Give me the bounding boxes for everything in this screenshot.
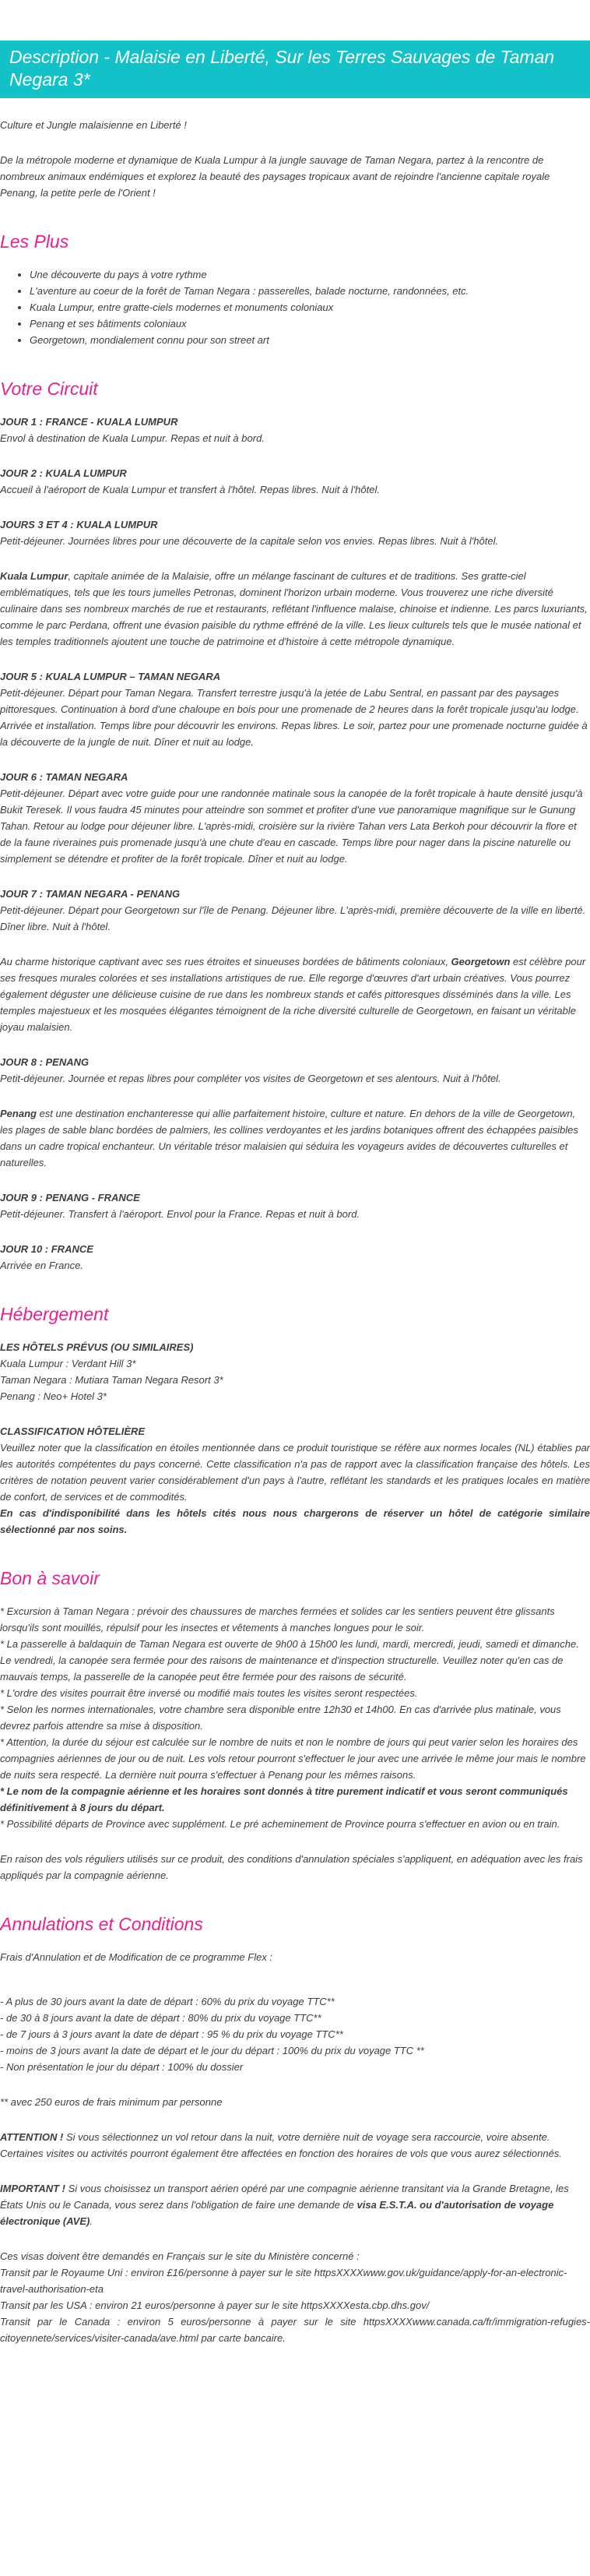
info-line: * La passerelle à baldaquin de Taman Negara est ouverte de 9h00 à 15h00 les lundi, mardi, mercredi, jeudi, samedi et dimanche. Le vendredi, la canopée sera fermée pour des raisons de maintenance et d'inspection structurelle. Veuillez noter qu'en cas de mauvais temps, la passerelle de la canopée peut être fermée pour des raisons de sécurité. [0,1638,579,1683]
day-text: Arrivée en France. [0,1260,83,1271]
day-text: Petit-déjeuner. Départ pour Taman Negara. Transfert terrestre jusqu'à la jetée de Labu Sentral, en passant par des paysages pittoresques. Continuation à bord d'une chaloupe en bois pour une promenade de 2 heures dans la forêt tropicale jusqu'au lodge. Arrivée et installation. Temps libre pour découvrir les environs. Repas libres. Le soir, partez pour une promenade nocturne guidée à la découverte de la jungle de nuit. Dîner et nuit au lodge. [0,687,588,748]
plus-item: • Georgetown, mondialement connu pour son street art [30,332,590,348]
kuala-lumpur-text: , capitale animée de la Malaisie, offre un mélange fascinant de cultures et de traditions. Ses gratte-ciel emblématiques, tels que les tours jumelles Petronas, dominent l'horizon urbain moderne. Vous trouverez une riche diversité culinaire dans ses nombreux marchés de rue et restaurants, reflétant l'influence malaise, chinoise et indienne. Les parcs luxuriants, comme le parc Perdana, offrent une évasion paisible du rythme effréné de la ville. Les lieux culturels tels que le musée national et les temples traditionnels ajoutent une touche de patrimoine et d'histoire à cette métropole dynamique. [0,570,588,647]
info-line: * Selon les normes internationales, votre chambre sera disponible entre 12h30 et 14h00. En cas d'arrivée plus matinale, vous devrez parfois attendre sa mise à disposition. [0,1704,561,1732]
day-text: Petit-déjeuner. Départ avec votre guide pour une randonnée matinale sous la canopée de la forêt tropicale à haute densité jusqu'à Bukit Teresek. Il vous faudra 45 minutes pour atteindre son sommet et profiter d'une vue panoramique magnifique sur le Gunung Tahan. Retour au lodge pour déjeuner libre. L'après-midi, croisière sur la rivière Tahan vers Lata Berkoh pour découvrir la flore et de la faune riveraines puis promenade jusqu'à une chute d'eau en cascade. Temps libre pour nager dans la piscine naturelle ou simplement se détendre et profiter de la forêt tropicale. Dîner et nuit au lodge. [0,788,583,865]
day-title: JOUR 5 : KUALA LUMPUR – TAMAN NEGARA [0,671,221,682]
visa-us: Transit par les USA : environ 21 euros/personne à payer sur le site httpsXXXXesta.cbp.dhs.gov/ [0,2299,430,2311]
page-title: Description - Malaisie en Liberté, Sur les Terres Sauvages de Taman Negara 3* [0,41,590,98]
classification-note: En cas d'indisponibilité dans les hôtels cités nous nous chargerons de réserver un hôtel de catégorie similaire sélectionné par nos soins. [0,1507,590,1535]
day-title: JOUR 6 : TAMAN NEGARA [0,771,128,783]
important-visa: visa E.S.T.A. ou d'autorisation de voyage électronique (AVE) [0,2199,554,2227]
important-text: Si vous choisissez un transport aérien opéré par une compagnie aérienne transitant via la Grande Bretagne, les États Unis ou le Canada, vous serez dans l'obligation de faire une demande de [0,2183,569,2211]
annulation-rule: - Non présentation le jour du départ : 100% du dossier [0,2061,244,2073]
georgetown-post: est célèbre pour ses fresques murales colorées et ses installations artistiques de rue. Elle regorge d'œuvres d'art urbain créatives. Vous pourrez également déguster une délicieuse cuisine de rue dans les nombreux stands et cafés pittoresques disséminés dans la ville. Les temples majestueux et les mosquées élégantes témoignent de la riche diversité culturelle de Georgetown, en faisant un véritable joyau malaisien. [0,956,586,1033]
annulation-rule: - moins de 3 jours avant la date de départ et le jour du départ : 100% du prix du voyage TTC ** [0,2045,424,2056]
day-text: Accueil à l'aéroport de Kuala Lumpur et transfert à l'hôtel. Repas libres. Nuit à l'hôtel. [0,484,380,495]
classification-title: CLASSIFICATION HÔTELIÈRE [0,1425,146,1437]
page [0,41,590,2346]
bon-a-savoir-heading: Bon à savoir [0,1568,100,1588]
annulation-rule: - A plus de 30 jours avant la date de départ : 60% du prix du voyage TTC** [0,1996,335,2007]
spacer [0,1965,590,1975]
plus-list [0,266,590,348]
day-text: Petit-déjeuner. Journées libres pour une découverte de la capitale selon vos envies. Repas libres. Nuit à l'hôtel. [0,535,499,547]
day-title: JOUR 9 : PENANG - FRANCE [0,1192,140,1203]
important-note [0,2180,590,2229]
intro-text: De la métropole moderne et dynamique de Kuala Lumpur à la jungle sauvage de Taman Negara, partez à la rencontre de nombreux animaux endémiques et explorez la beauté des paysages tropicaux avant de rejoindre l'ancienne capitale royale Penang, la petite perle de l'Orient ! [0,154,550,199]
day-title: JOUR 7 : TAMAN NEGARA - PENANG [0,888,181,900]
day-title: JOUR 8 : PENANG [0,1056,90,1068]
kuala-lumpur-description [0,568,590,650]
penang-name: Penang [0,1108,37,1119]
day-text: Envol à destination de Kuala Lumpur. Repas et nuit à bord. [0,432,265,444]
plus-item: • Kuala Lumpur, entre gratte-ciels modernes et monuments coloniaux [30,299,590,315]
annulation-rule: - de 30 à 8 jours avant la date de départ : 80% du prix du voyage TTC** [0,2012,321,2024]
info-line: * L'ordre des visites pourrait être inversé ou modifié mais toutes les visites seront respectées. [0,1687,418,1699]
visa-uk: Transit par le Royaume Uni : environ £16/personne à payer sur le site httpsXXXXwww.gov.uk/guidance/apply-for-an-electronic-travel-authorisation-eta [0,2267,567,2295]
annulation-intro: Frais d'Annulation et de Modification de ce programme Flex : [0,1951,273,1963]
penang-text: est une destination enchanteresse qui allie parfaitement histoire, culture et nature. En dehors de la ville de Georgetown, les plages de sable blanc bordées de palmiers, les collines verdoyantes et les jardins botaniques offrent des échappées paisibles dans un cadre tropical enchanteur. Un véritable trésor malaisien qui séduira les voyageurs avides de découvertes culturelles et naturelles. [0,1108,578,1168]
day-title: JOUR 10 : FRANCE [0,1243,93,1255]
classification-text: Veuillez noter que la classification en étoiles mentionnée dans ce produit touristique se réfère aux normes locales (NL) établies par les autorités compétentes du pays concerné. Cette classification n'a pas de rapport avec la classification française des hôtels. Les critères de notation peuvent varier considérablement d'un pays à l'autre, reflétant les standards et les pratiques locales en matière de confort, de services et de commodités. [0,1442,590,1503]
important-label: IMPORTANT ! [0,2183,66,2194]
hotels-title: LES HÔTELS PRÉVUS (OU SIMILAIRES) [0,1341,194,1353]
info-line: * Excursion à Taman Negara : prévoir des chaussures de marches fermées et solides car les sentiers peuvent être glissants lorsqu'ils sont mouillés, répulsif pour les insectes et vêtements à manches longues pour le soir. [0,1605,555,1633]
day-title: JOUR 2 : KUALA LUMPUR [0,467,127,479]
georgetown-name: Georgetown [451,956,511,967]
circuit-heading: Votre Circuit [0,379,98,399]
info-line: * Attention, la durée du séjour est calculée sur le nombre de nuits et non le nombre de jours qui peut varier selon les horaires des compagnies aériennes de jour ou de nuit. Les vols retour pourront s'effectuer le jour avec une arrivée le même jour mais le nombre de nuits sera respecté. La dernière nuit pourra s'effectuer à Penang pour les mêmes raisons. [0,1736,586,1781]
day-text: Petit-déjeuner. Journée et repas libres pour compléter vos visites de Georgetown et ses alentours. Nuit à l'hôtel. [0,1073,501,1084]
plus-item: • Penang et ses bâtiments coloniaux [30,315,590,332]
attention-text: Si vous sélectionnez un vol retour dans la nuit, votre dernière nuit de voyage sera raccourcie, voire absente. Certaines visites ou activités pourront également être affectées en fonction des horaires de vols que vous aurez sélectionnés. [0,2131,562,2159]
intro-tagline: Culture et Jungle malaisienne en Liberté ! [0,119,187,131]
kuala-lumpur-name: Kuala Lumpur [0,570,68,582]
georgetown-pre: Au charme historique captivant avec ses rues étroites et sinueuses bordées de bâtiments coloniaux, [0,956,451,967]
day-text: Petit-déjeuner. Départ pour Georgetown sur l'île de Penang. Déjeuner libre. L'après-midi, première découverte de la ville en liberté. Dîner libre. Nuit à l'hôtel. [0,904,586,932]
visa-intro: Ces visas doivent être demandés en Français sur le site du Ministère concerné : [0,2250,360,2262]
plus-heading: Les Plus [0,231,69,252]
day-title: JOUR 1 : FRANCE - KUALA LUMPUR [0,416,178,428]
info-line: En raison des vols réguliers utilisés sur ce produit, des conditions d'annulation spéciales s'appliquent, en adéquation avec les frais appliqués par la compagnie aérienne. [0,1853,583,1881]
plus-item: • Une découverte du pays à votre rythme [30,266,590,283]
day-text: Petit-déjeuner. Transfert à l'aéroport. Envol pour la France. Repas et nuit à bord. [0,1208,360,1220]
attention-note [0,2129,590,2162]
penang-description [0,1105,590,1171]
annulation-rule: - de 7 jours à 3 jours avant la date de départ : 95 % du prix du voyage TTC** [0,2028,343,2040]
visa-canada: Transit par le Canada : environ 5 euros/personne à payer sur le site httpsXXXXwww.canada.ca/fr/immigration-refugies-citoyennete/services/visiter-canada/ave.html par carte bancaire. [0,2316,590,2344]
important-end: . [90,2215,93,2227]
hotel-item: Taman Negara : Mutiara Taman Negara Resort 3* [0,1374,223,1386]
info-line: * Le nom de la compagnie aérienne et les horaires sont donnés à titre purement indicatif et vous seront communiqués définitivement à 8 jours du départ. [0,1785,568,1813]
annulations-heading: Annulations et Conditions [0,1914,203,1934]
hotel-item: Kuala Lumpur : Verdant Hill 3* [0,1358,136,1369]
attention-label: ATTENTION ! [0,2131,64,2143]
hotel-item: Penang : Neo+ Hotel 3* [0,1390,107,1402]
info-line: * Possibilité départs de Province avec supplément. Le pré acheminement de Province pourra s'effectuer en avion ou en train. [0,1818,560,1830]
annulation-fee-note: ** avec 250 euros de frais minimum par personne [0,2096,223,2108]
georgetown-description [0,953,590,1035]
hebergement-heading: Hébergement [0,1304,109,1324]
plus-item: • L'aventure au coeur de la forêt de Taman Negara : passerelles, balade nocturne, randonnées, etc. [30,283,590,299]
main-content [0,117,590,2346]
day-title: JOURS 3 ET 4 : KUALA LUMPUR [0,519,158,530]
